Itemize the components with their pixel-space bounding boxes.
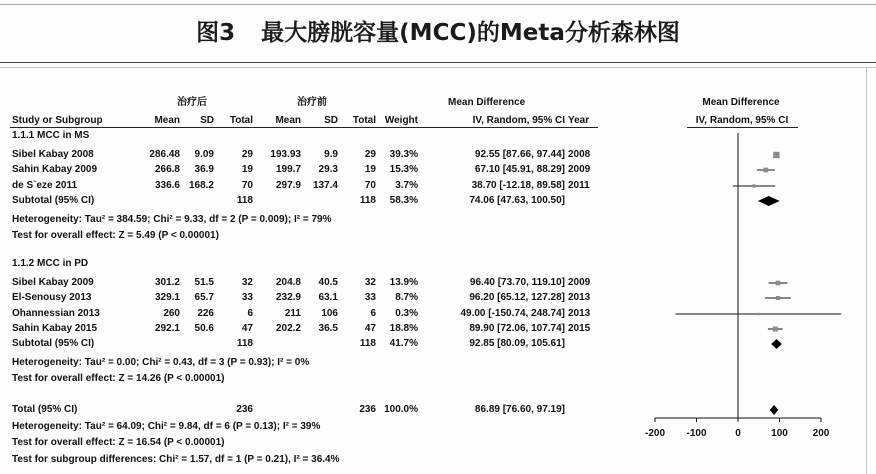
subtotal-weight: 58.3% (389, 195, 418, 206)
study-weight: 3.7% (395, 180, 418, 191)
subtotal-ci-text: 74.06 [47.63, 100.50] (469, 195, 565, 206)
study-sd1: 168.2 (188, 180, 214, 191)
total-diamond (770, 405, 779, 415)
study-sd1: 65.7 (194, 292, 214, 303)
study-sd2: 137.4 (312, 180, 338, 191)
study-ci-text: 67.10 [45.91, 88.29] (474, 164, 565, 175)
subtotal-label: Subtotal (95% CI) (12, 195, 95, 206)
subgroup-label: 1.1.2 MCC in PD (12, 258, 89, 269)
x-tick-label: 200 (812, 428, 830, 439)
subtotal-weight: 41.7% (389, 338, 418, 349)
subtotal-total2: 118 (359, 195, 376, 206)
overall-effect-text: Test for overall effect: Z = 5.49 (P < 0.00001) (12, 230, 219, 241)
study-mean2: 193.93 (270, 149, 301, 160)
study-name: Sahin Kabay 2015 (12, 323, 98, 334)
x-tick-label: 100 (771, 428, 788, 439)
study-ci-text: 89.90 [72.06, 107.74] (469, 323, 565, 334)
sd2-column-header: SD (324, 115, 338, 126)
study-total1: 29 (241, 149, 253, 160)
study-mean1: 336.6 (154, 180, 180, 191)
plot-mean-difference-header: Mean Difference (702, 97, 780, 108)
weight-column-header: Weight (384, 115, 418, 126)
mean1-column-header: Mean (154, 115, 180, 126)
figure-number: 图3 (196, 20, 236, 46)
sd1-column-header: SD (200, 115, 214, 126)
study-total1: 47 (241, 323, 253, 334)
subgroup-differences-text: Test for subgroup differences: Chi² = 1.57, df = 1 (P = 0.21), I² = 36.4% (12, 454, 340, 465)
study-ci-text: 96.40 [73.70, 119.10] (469, 277, 565, 288)
study-effect-marker (763, 168, 768, 173)
study-sd2: 9.9 (324, 149, 338, 160)
study-year: 2008 (568, 149, 591, 160)
study-weight: 8.7% (395, 292, 418, 303)
treatment-before-group-header: 治疗前 (297, 97, 327, 108)
study-sd2: 36.5 (318, 323, 338, 334)
study-column-header: Study or Subgroup (12, 115, 103, 126)
effect-method-column-header: IV, Random, 95% CI (472, 115, 565, 126)
study-year: 2009 (568, 277, 591, 288)
study-mean2: 204.8 (275, 277, 301, 288)
study-sd2: 63.1 (318, 292, 338, 303)
study-effect-marker (752, 184, 755, 187)
subtotal-total2: 118 (359, 338, 376, 349)
subtotal-label: Subtotal (95% CI) (12, 338, 95, 349)
study-mean1: 266.8 (154, 164, 180, 175)
heterogeneity-text: Heterogeneity: Tau² = 384.59; Chi² = 9.33, df = 2 (P = 0.009); I² = 79% (12, 214, 332, 225)
study-sd2: 40.5 (318, 277, 338, 288)
study-total1: 6 (247, 308, 253, 319)
study-name: Sahin Kabay 2009 (12, 164, 98, 175)
study-ci-text: 49.00 [-150.74, 248.74] (460, 308, 565, 319)
study-weight: 0.3% (395, 308, 418, 319)
subtotal-ci-text: 92.85 [80.09, 105.61] (469, 338, 565, 349)
study-year: 2013 (568, 292, 591, 303)
total2-column-header: Total (352, 115, 376, 126)
total-total2: 236 (359, 404, 376, 415)
subtotal-diamond (758, 196, 780, 206)
study-name: Sibel Kabay 2009 (12, 277, 94, 288)
treatment-after-group-header: 治疗后 (177, 97, 207, 108)
study-weight: 13.9% (389, 277, 418, 288)
study-name: Sibel Kabay 2008 (12, 149, 94, 160)
study-total2: 6 (370, 308, 376, 319)
study-name: Ohannessian 2013 (12, 308, 100, 319)
x-tick-label: -100 (686, 428, 707, 439)
study-total2: 32 (364, 277, 376, 288)
study-total2: 47 (364, 323, 376, 334)
study-total2: 33 (364, 292, 376, 303)
overall-effect-text: Test for overall effect: Z = 14.26 (P < 0.00001) (12, 373, 225, 384)
study-ci-text: 38.70 [-12.18, 89.58] (471, 180, 565, 191)
study-total1: 33 (241, 292, 253, 303)
subtotal-total1: 118 (236, 195, 253, 206)
mean-difference-column-header: Mean Difference (448, 97, 526, 108)
x-tick-label: 0 (735, 428, 741, 439)
study-effect-marker (773, 152, 779, 158)
total-weight: 100.0% (384, 404, 418, 415)
study-total2: 19 (364, 164, 376, 175)
study-total2: 70 (364, 180, 376, 191)
subtotal-diamond (771, 339, 782, 349)
study-mean1: 292.1 (154, 323, 180, 334)
total-heterogeneity-text: Heterogeneity: Tau² = 64.09; Chi² = 9.84, df = 6 (P = 0.13); I² = 39% (12, 421, 321, 432)
study-mean2: 202.2 (275, 323, 301, 334)
study-name: de S`eze 2011 (12, 180, 78, 191)
study-effect-marker (757, 313, 759, 315)
study-weight: 39.3% (389, 149, 418, 160)
total-total1: 236 (236, 404, 253, 415)
study-mean2: 297.9 (275, 180, 301, 191)
study-effect-marker (776, 296, 780, 300)
study-total1: 19 (241, 164, 253, 175)
heterogeneity-text: Heterogeneity: Tau² = 0.00; Chi² = 0.43, df = 3 (P = 0.93); I² = 0% (12, 357, 310, 368)
study-mean1: 286.48 (149, 149, 180, 160)
study-sd2: 106 (321, 308, 338, 319)
study-year: 2011 (568, 180, 590, 191)
study-mean2: 211 (284, 308, 301, 319)
study-total1: 32 (241, 277, 253, 288)
year-column-header: Year (568, 115, 590, 126)
study-year: 2009 (568, 164, 591, 175)
total-ci-text: 86.89 [76.60, 97.19] (474, 404, 565, 415)
study-mean1: 329.1 (154, 292, 180, 303)
study-sd1: 50.6 (194, 323, 214, 334)
study-effect-marker (776, 281, 781, 286)
subgroup-label: 1.1.1 MCC in MS (12, 130, 90, 141)
x-tick-label: -200 (644, 428, 666, 439)
plot-method-header: IV, Random, 95% CI (695, 115, 789, 126)
study-weight: 15.3% (389, 164, 418, 175)
study-ci-text: 92.55 [87.66, 97.44] (474, 149, 565, 160)
study-mean1: 260 (163, 308, 180, 319)
study-sd1: 9.09 (194, 149, 214, 160)
figure-caption: 最大膀胱容量(MCC)的Meta分析森林图 (261, 20, 680, 46)
mean2-column-header: Mean (275, 115, 301, 126)
subtotal-total1: 118 (236, 338, 253, 349)
study-mean1: 301.2 (154, 277, 180, 288)
study-year: 2013 (568, 308, 591, 319)
study-sd1: 36.9 (194, 164, 214, 175)
study-sd1: 51.5 (194, 277, 214, 288)
study-sd2: 29.3 (318, 164, 338, 175)
study-mean2: 199.7 (275, 164, 301, 175)
study-mean2: 232.9 (275, 292, 301, 303)
study-total1: 70 (241, 180, 253, 191)
study-weight: 18.8% (389, 323, 418, 334)
total1-column-header: Total (229, 115, 253, 126)
study-total2: 29 (364, 149, 376, 160)
study-name: El-Senousy 2013 (12, 292, 92, 303)
total-label: Total (95% CI) (12, 404, 78, 415)
total-overall-effect-text: Test for overall effect: Z = 16.54 (P < 0.00001) (12, 437, 225, 448)
study-effect-marker (773, 326, 778, 331)
study-ci-text: 96.20 [65.12, 127.28] (469, 292, 565, 303)
study-year: 2015 (568, 323, 591, 334)
study-sd1: 226 (197, 308, 214, 319)
